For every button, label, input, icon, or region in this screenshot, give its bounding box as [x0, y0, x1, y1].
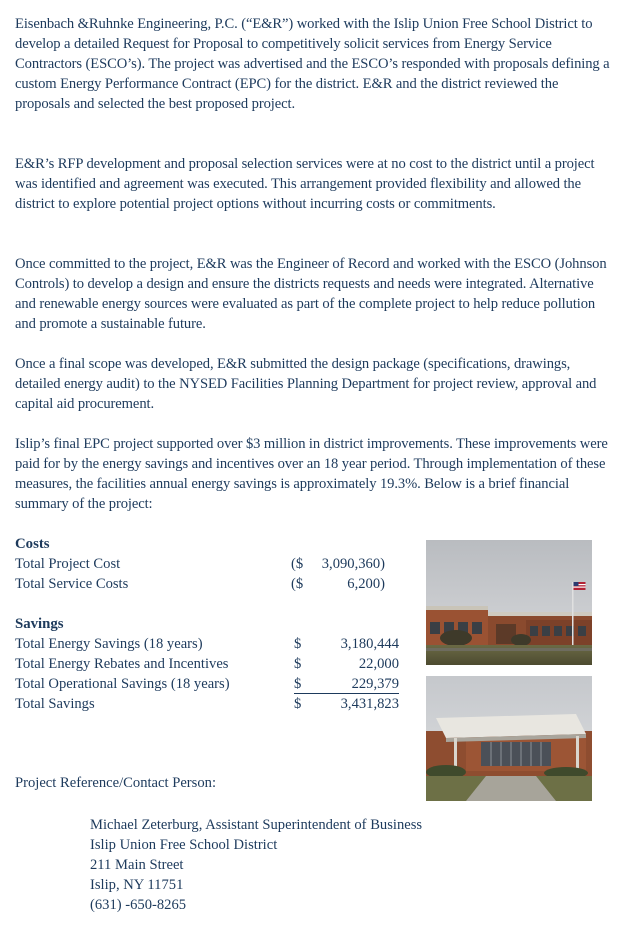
savings-currency: $	[294, 696, 302, 712]
savings-row-operational	[15, 674, 405, 694]
savings-row-energy	[15, 634, 405, 654]
cost-currency: ($	[291, 576, 304, 592]
savings-label: Total Operational Savings (18 years)	[15, 676, 230, 692]
paragraph-design-package: Once a final scope was developed, E&R submitted the design package (specifications, drawings, detailed energy audit) to the NYSED Facilities Planning Department for project review, approval and capital aid procurement.	[15, 356, 597, 412]
costs-heading: Costs	[15, 536, 50, 552]
savings-heading: Savings	[15, 616, 64, 632]
school-entrance-photo	[426, 676, 592, 801]
contact-street: 211 Main Street	[90, 857, 184, 873]
contact-block	[90, 815, 422, 915]
paragraph-financial-intro: Islip’s final EPC project supported over $3 million in district improvements. These improvements were paid for by the energy savings and incentives over an 18 year period. Through implementation of these measures, the facilities annual energy savings is approximately 19.3%. Below is a brief financial summary of the project:	[15, 436, 608, 512]
savings-row-rebates	[15, 654, 405, 674]
savings-label: Total Savings	[15, 696, 95, 712]
contact-city: Islip, NY 11751	[90, 877, 184, 893]
paragraph-rfp-services: E&R’s RFP development and proposal selection services were at no cost to the district until a project was identified and agreement was executed. This arrangement provided flexibility and allowed the district to explore potential project options without incurring costs or commitments.	[15, 156, 595, 212]
cost-label: Total Project Cost	[15, 556, 121, 572]
paragraph-intro: Eisenbach &Ruhnke Engineering, P.C. (“E&R”) worked with the Islip Union Free School District to develop a detailed Request for Proposal to competitively solicit services from Energy Service Contractors (ESCO’s). The project was advertised and the ESCO’s responded with proposals defining a custom Energy Performance Contract (EPC) for the district. E&R and the district reviewed the proposals and selected the best proposed project.	[15, 16, 610, 112]
savings-amount: 229,379	[351, 676, 399, 692]
paragraph-engineer-of-record: Once committed to the project, E&R was the Engineer of Record and worked with the ESCO (Johnson Controls) to develop a design and ensure the districts requests and needs were integrated. Alternative and renewable energy sources were evaluated as part of the complete project to help reduce pollution and promote a sustainable future.	[15, 256, 607, 332]
savings-row-total	[15, 694, 405, 714]
savings-amount: 3,180,444	[340, 636, 399, 652]
cost-row-total-service	[15, 574, 405, 594]
savings-label: Total Energy Rebates and Incentives	[15, 656, 229, 672]
contact-label: Project Reference/Contact Person:	[15, 775, 216, 791]
school-building-photo	[426, 540, 592, 665]
cost-amount: 3,090,360)	[321, 556, 385, 572]
savings-amount: 3,431,823	[340, 696, 399, 712]
contact-name: Michael Zeterburg, Assistant Superintendent of Business	[90, 817, 423, 833]
cost-label: Total Service Costs	[15, 576, 129, 592]
contact-phone: (631) -650-8265	[90, 897, 187, 913]
savings-amount: 22,000	[358, 656, 399, 672]
cost-currency: ($	[291, 556, 304, 572]
cost-row-total-project	[15, 554, 405, 574]
savings-currency: $	[294, 656, 302, 672]
savings-currency: $	[294, 636, 302, 652]
savings-currency: $	[294, 676, 302, 692]
contact-organization: Islip Union Free School District	[90, 837, 278, 853]
savings-label: Total Energy Savings (18 years)	[15, 636, 203, 652]
cost-amount: 6,200)	[347, 576, 385, 592]
